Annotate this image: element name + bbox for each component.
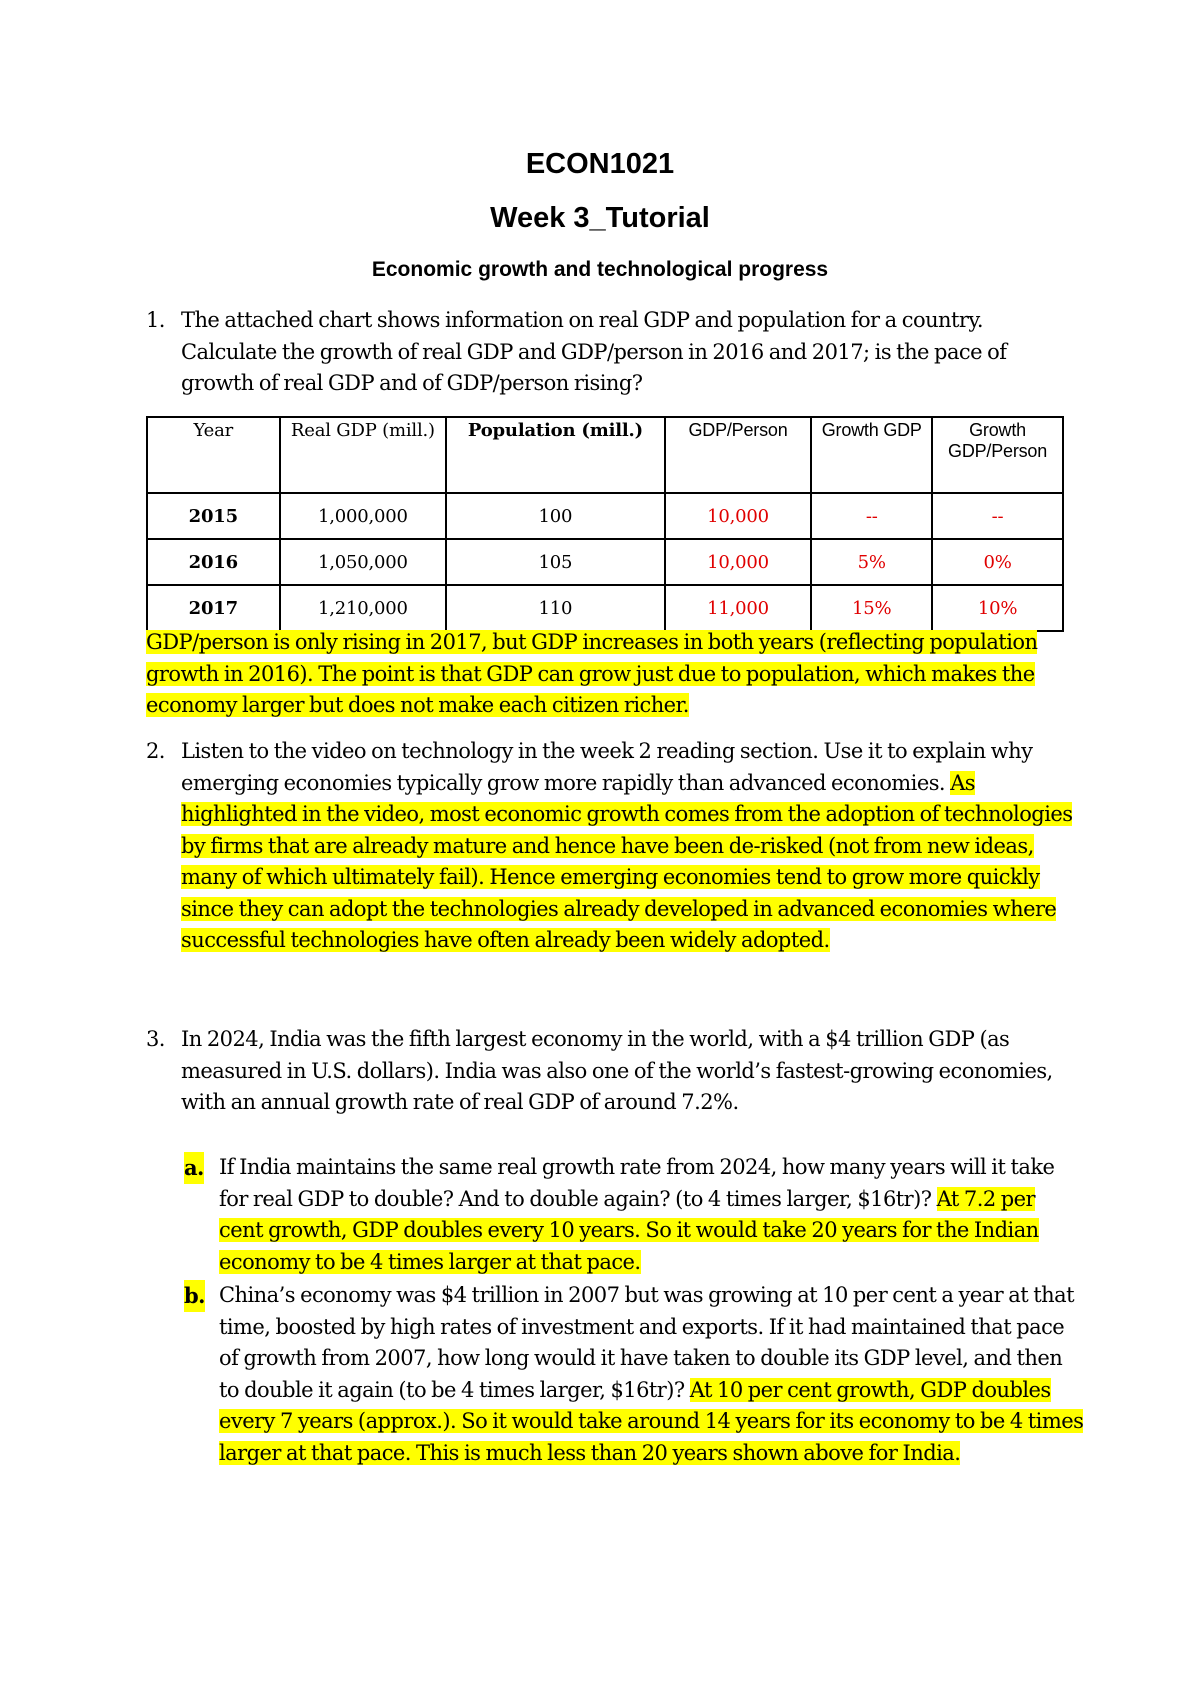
question-3b xyxy=(184,1280,1084,1469)
cell-growth-gdp-person: 0% xyxy=(932,539,1063,585)
cell-year: 2016 xyxy=(147,539,280,585)
question-1-number: 1. xyxy=(146,308,165,332)
question-3a-answer: At 7.2 per cent growth, GDP doubles every 10 years. So it would take 20 years for the Indian economy to be 4 times larger at that pace. xyxy=(219,1186,1039,1274)
question-3b-label: b. xyxy=(184,1280,205,1312)
question-3-prompt: In 2024, India was the fifth largest economy in the world, with a $4 trillion GDP (as measured in U.S. dollars). India was also one of the world’s fastest-growing economies, with an annual growth rate of real GDP of around 7.2%. xyxy=(181,1027,1053,1114)
question-2 xyxy=(146,736,1076,957)
header-population: Population (mill.) xyxy=(446,417,664,493)
topic-subtitle: Economic growth and technological progress xyxy=(371,258,829,281)
gdp-population-table xyxy=(146,416,1064,632)
cell-year: 2015 xyxy=(147,493,280,539)
cell-growth-gdp: -- xyxy=(811,493,932,539)
cell-population: 110 xyxy=(446,585,664,631)
table-row xyxy=(147,539,1063,585)
cell-real-gdp: 1,050,000 xyxy=(280,539,447,585)
question-2-content xyxy=(181,736,1076,957)
question-2-prompt: Listen to the video on technology in the week 2 reading section. Use it to explain why emerging economies typically grow more rapidly than advanced economies. xyxy=(181,739,1033,795)
question-3b-prompt: China’s economy was $4 trillion in 2007 but was growing at 10 per cent a year at that time, boosted by high rates of investment and exports. If it had maintained that pace of growth from 2007, how long would it have taken to double its GDP level, and then to double it again (to be 4 times larger, $16tr)? xyxy=(219,1283,1074,1402)
cell-year: 2017 xyxy=(147,585,280,631)
question-3a-prompt: If India maintains the same real growth rate from 2024, how many years will it take for real GDP to double? And to double again? (to 4 times larger, $16tr)? xyxy=(219,1155,1055,1211)
page-title: Week 3_Tutorial xyxy=(490,202,710,234)
course-code: ECON1021 xyxy=(525,148,675,180)
header-growth-gdp-person: Growth GDP/Person xyxy=(932,417,1063,493)
table-row xyxy=(147,493,1063,539)
cell-gdp-person: 10,000 xyxy=(665,493,812,539)
question-3b-content xyxy=(219,1280,1084,1469)
header-gdp-person: GDP/Person xyxy=(665,417,812,493)
question-3a-content xyxy=(219,1152,1084,1278)
cell-real-gdp: 1,210,000 xyxy=(280,585,447,631)
cell-growth-gdp-person: -- xyxy=(932,493,1063,539)
question-1-answer xyxy=(146,627,1076,722)
header-year: Year xyxy=(147,417,280,493)
cell-growth-gdp: 15% xyxy=(811,585,932,631)
cell-gdp-person: 10,000 xyxy=(665,539,812,585)
question-3a-label: a. xyxy=(184,1152,204,1184)
question-1 xyxy=(146,305,1076,400)
question-3a xyxy=(184,1152,1084,1278)
question-3 xyxy=(146,1024,1076,1119)
answer-highlight: GDP/person is only rising in 2017, but GDP increases in both years (reflecting population growth in 2016). The point is that GDP can grow just due to population, which makes the economy larger but does not make each citizen richer. xyxy=(146,630,1038,717)
question-2-number: 2. xyxy=(146,739,165,763)
cell-growth-gdp: 5% xyxy=(811,539,932,585)
header-real-gdp: Real GDP (mill.) xyxy=(280,417,447,493)
cell-population: 105 xyxy=(446,539,664,585)
cell-population: 100 xyxy=(446,493,664,539)
question-1-prompt: The attached chart shows information on real GDP and population for a country. Calculate the growth of real GDP and GDP/person in 2016 and 2017; is the pace of growth of real GDP and of GDP/person rising? xyxy=(181,308,1007,395)
question-3-number: 3. xyxy=(146,1027,165,1051)
table-header-row xyxy=(147,417,1063,493)
cell-gdp-person: 11,000 xyxy=(665,585,812,631)
header-growth-gdp: Growth GDP xyxy=(811,417,932,493)
question-2-answer: As highlighted in the video, most economic growth comes from the adoption of technologies by firms that are already mature and hence have been de-risked (not from new ideas, many of which ultimately fail). Hence emerging economies tend to grow more quickly since they can adopt the technologies already developed in advanced economies where successful technologies have often already been widely adopted. xyxy=(181,770,1073,952)
cell-real-gdp: 1,000,000 xyxy=(280,493,447,539)
cell-growth-gdp-person: 10% xyxy=(932,585,1063,631)
question-3b-answer: At 10 per cent growth, GDP doubles every 7 years (approx.). So it would take around 14 years for its economy to be 4 times larger at that pace. This is much less than 20 years shown above for India. xyxy=(219,1377,1084,1465)
table-row xyxy=(147,585,1063,631)
